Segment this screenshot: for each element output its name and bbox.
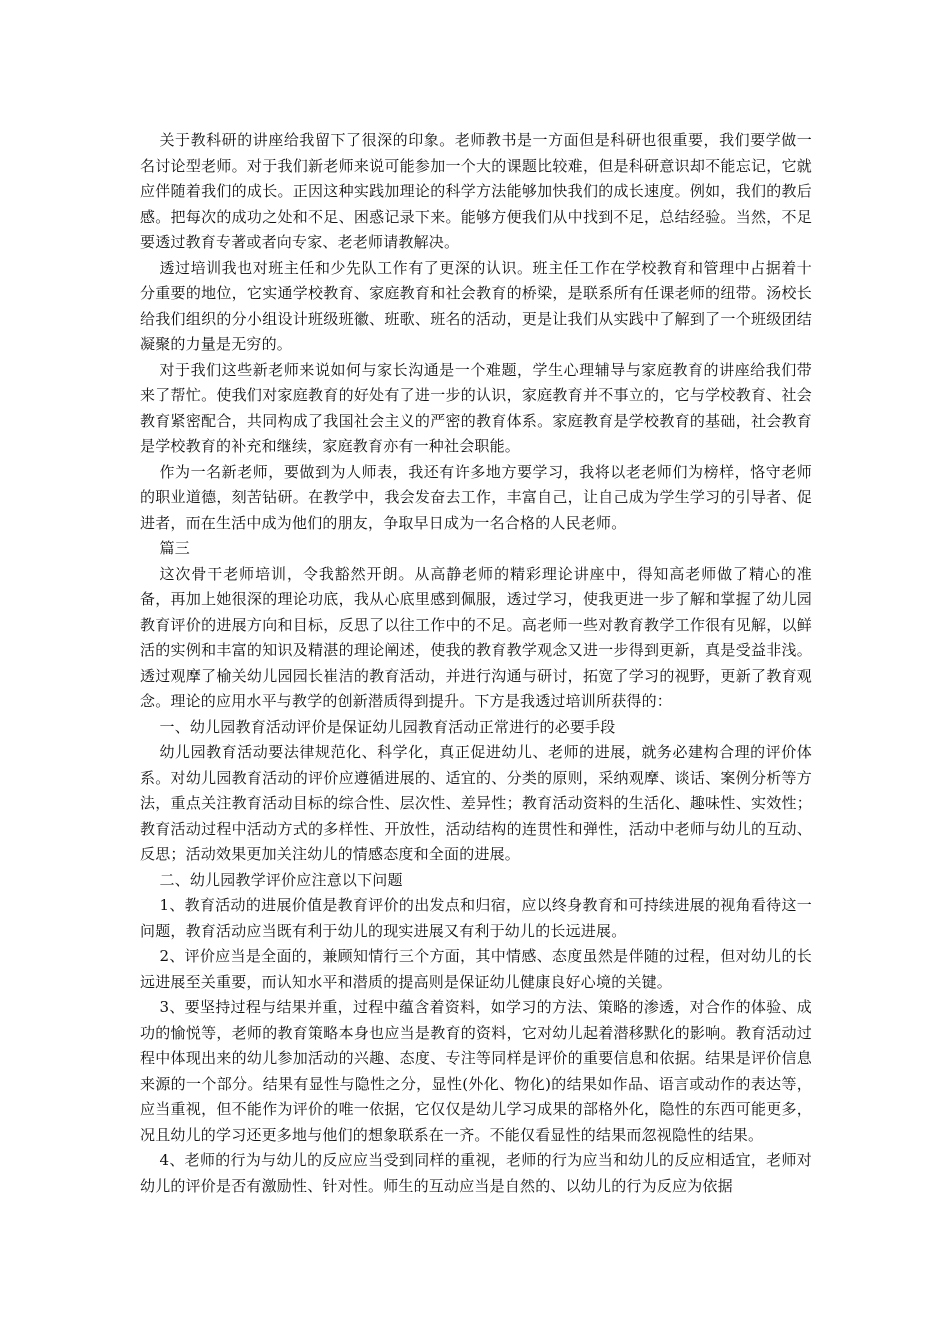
- section-heading-part-three: 篇三: [159, 539, 190, 557]
- paragraph-backbone-training: 这次骨干老师培训，令我豁然开朗。从高静老师的精彩理论讲座中，得知高老师做了精心的准备，再加上她很深的理论功底，我从心底里感到佩服，透过学习，使我更进一步了解和掌握了幼儿园教育评价的进展方向和目标，反思了以往工作中的不足。高老师一些对教育教学工作很有见解，以鲜活的实例和丰富的知识及精湛的理论阐述，使我的教育教学观念又进一步得到更新，真是受益非浅。透过观摩了榆关幼儿园园长崔洁的教育活动，并进行沟通与研讨，拓宽了学习的视野，更新了教育观念。理论的应用水平与教学的创新潜质得到提升。下方是我透过培训所获得的：: [140, 564, 812, 710]
- paragraph-research-lecture: 关于教科研的讲座给我留下了很深的印象。老师教书是一方面但是科研也很重要，我们要学做一名讨论型老师。对于我们新老师来说可能参加一个大的课题比较难，但是科研意识却不能忘记，它就应伴随着我们的成长。正因这种实践加理论的科学方法能够加快我们的成长速度。例如，我们的教后感。把每次的成功之处和不足、困惑记录下来。能够方便我们从中找到不足，总结经验。当然，不足要透过教育专著或者向专家、老老师请教解决。: [140, 131, 812, 251]
- document-page: [140, 128, 812, 1199]
- subheading-evaluation-means: 一、幼儿园教育活动评价是保证幼儿园教育活动正常进行的必要手段: [159, 717, 616, 736]
- paragraph-new-teacher-goal: 作为一名新老师，要做到为人师表，我还有许多地方要学习，我将以老老师们为榜样，恪守老师的职业道德，刻苦钻研。在教学中，我会发奋去工作，丰富自己，让自己成为学生学习的引导者、促进者，而在生活中成为他们的朋友，争取早日成为一名合格的人民老师。: [140, 462, 812, 532]
- list-item-issue-4: 4、老师的行为与幼儿的反应应当受到同样的重视，老师的行为应当和幼儿的反应相适宜，老师对幼儿的评价是否有激励性、针对性。师生的互动应当是自然的、以幼儿的行为反应为依据: [140, 1151, 812, 1195]
- paragraph-class-teacher: 透过培训我也对班主任和少先队工作有了更深的认识。班主任工作在学校教育和管理中占据着十分重要的地位，它实通学校教育、家庭教育和社会教育的桥梁，是联系所有任课老师的纽带。汤校长给我们组织的分小组设计班级班徽、班歌、班名的活动，更是让我们从实践中了解到了一个班级团结凝聚的力量是无穷的。: [140, 258, 812, 353]
- subheading-evaluation-issues: 二、幼儿园教学评价应注意以下问题: [159, 870, 403, 889]
- list-item-issue-3: 3、要坚持过程与结果并重，过程中蕴含着资料，如学习的方法、策略的渗透，对合作的体验、成功的愉悦等，老师的教育策略本身也应当是教育的资料，它对幼儿起着潜移默化的影响。教育活动过程中体现出来的幼儿参加活动的兴趣、态度、专注等同样是评价的重要信息和依据。结果是评价信息来源的一个部分。结果有显性与隐性之分，显性(外化、物化)的结果如作品、语言或动作的表达等，应当重视，但不能作为评价的唯一依据，它仅仅是幼儿学习成果的部格外化，隐性的东西可能更多，况且幼儿的学习还更多地与他们的想象联系在一齐。不能仅看显性的结果而忽视隐性的结果。: [140, 998, 812, 1144]
- list-item-issue-2: 2、评价应当是全面的，兼顾知情行三个方面，其中情感、态度虽然是伴随的过程，但对幼儿的长远进展至关重要，而认知水平和潜质的提高则是保证幼儿健康良好心境的关键。: [140, 947, 812, 991]
- paragraph-parent-communication: 对于我们这些新老师来说如何与家长沟通是一个难题，学生心理辅导与家庭教育的讲座给我们带来了帮忙。使我们对家庭教育的好处有了进一步的认识，家庭教育并不事立的，它与学校教育、社会教育紧密配合，共同构成了我国社会主义的严密的教育体系。家庭教育是学校教育的基础，社会教育是学校教育的补充和继续，家庭教育亦有一种社会职能。: [140, 360, 812, 455]
- paragraph-evaluation-system: 幼儿园教育活动要法律规范化、科学化，真正促进幼儿、老师的进展，就务必建构合理的评价体系。对幼儿园教育活动的评价应遵循进展的、适宜的、分类的原则，采纳观摩、谈话、案例分析等方法，重点关注教育活动目标的综合性、层次性、差异性；教育活动资料的生活化、趣味性、实效性；教育活动过程中活动方式的多样性、开放性，活动结构的连贯性和弹性，活动中老师与幼儿的互动、反思；活动效果更加关注幼儿的情感态度和全面的进展。: [140, 743, 812, 863]
- list-item-issue-1: 1、教育活动的进展价值是教育评价的出发点和归宿，应以终身教育和可持续进展的视角看待这一问题，教育活动应当既有利于幼儿的现实进展又有利于幼儿的长远进展。: [140, 896, 812, 940]
